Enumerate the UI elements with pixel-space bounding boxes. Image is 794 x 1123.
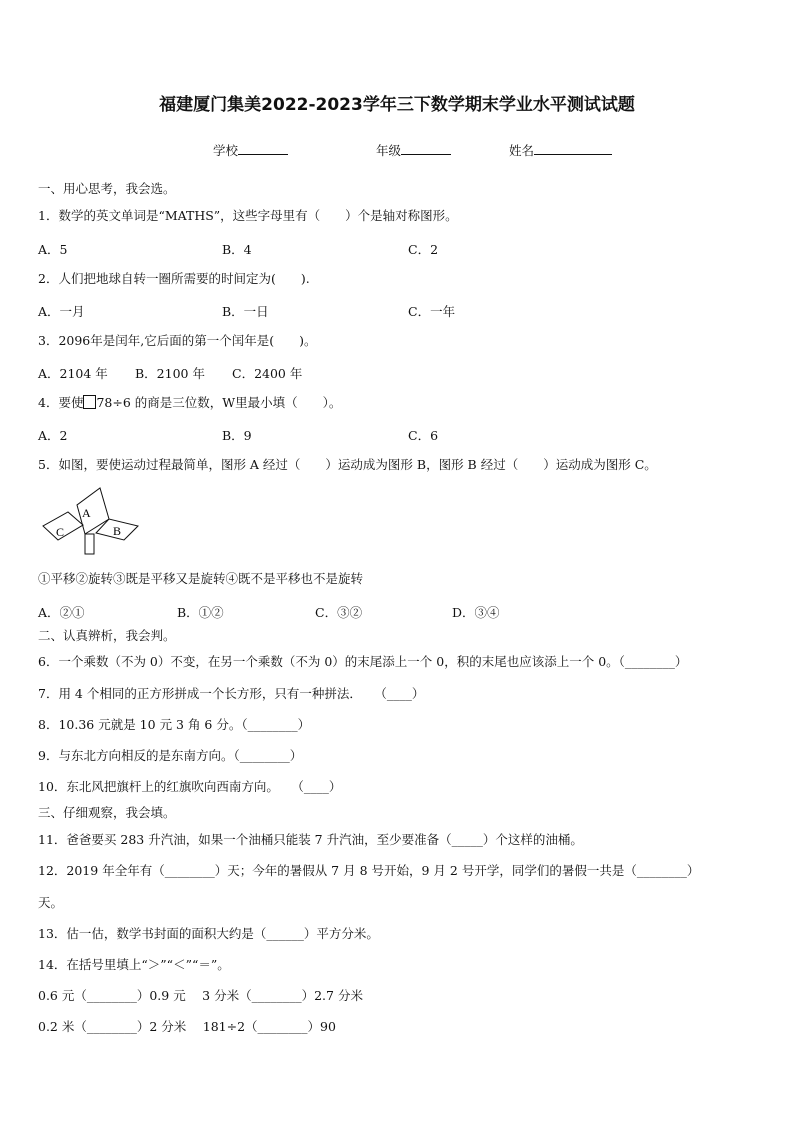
q5-option-a[interactable]: A．②① (38, 605, 85, 620)
question-5: 5．如图，要使运动过程最简单，图形 A 经过（ ）运动成为图形 B，图形 B 经过（ ）运动成为图形 C。 (38, 457, 657, 472)
q1-option-c[interactable]: C．2 (408, 242, 439, 257)
q4-option-c[interactable]: C．6 (408, 428, 439, 443)
question-14-row-2: 0.2 米（________）2 分米 181÷2（________）90 (38, 1019, 336, 1034)
school-label: 学校 (213, 143, 239, 158)
pivot-stem (85, 534, 94, 554)
rotation-diagram (38, 486, 144, 558)
grade-blank[interactable] (401, 142, 451, 155)
label-a: A (82, 506, 91, 520)
section-2-heading: 二、认真辨析，我会判。 (38, 628, 176, 643)
q4-prefix: 4．要使 (38, 395, 84, 410)
q5-option-c[interactable]: C．③② (315, 605, 363, 620)
q4-option-b[interactable]: B．9 (222, 428, 252, 443)
question-14-row-1: 0.6 元（________）0.9 元 3 分米（________）2.7 分米 (38, 988, 363, 1003)
q2-option-a[interactable]: A．一月 (38, 304, 85, 319)
question-12: 12．2019 年全年有（________）天；今年的暑假从 7 月 8 号开始，9 月 2 号开学，同学们的暑假一共是（________） (38, 863, 700, 878)
question-7: 7．用 4 个相同的正方形拼成一个长方形，只有一种拼法． （____） (38, 686, 425, 701)
question-10: 10．东北风把旗杆上的红旗吹向西南方向。 （____） (38, 779, 342, 794)
q1-option-b[interactable]: B．4 (222, 242, 252, 257)
question-2: 2．人们把地球自转一圈所需要的时间定为( ). (38, 271, 310, 286)
section-3-heading: 三、仔细观察，我会填。 (38, 805, 176, 820)
q4-option-a[interactable]: A．2 (38, 428, 68, 443)
q5-option-d[interactable]: D．③④ (452, 605, 500, 620)
name-label: 姓名 (509, 143, 535, 158)
q3-option-b[interactable]: B．2100 年 (135, 366, 205, 381)
q1-option-a[interactable]: A．5 (38, 242, 68, 257)
question-14: 14．在括号里填上“＞”“＜”“＝”。 (38, 957, 230, 972)
question-4 (38, 395, 341, 411)
school-field (213, 141, 288, 159)
blank-box-icon (83, 395, 96, 409)
page-title: 福建厦门集美2022-2023学年三下数学期末学业水平测试试题 (159, 95, 635, 115)
school-blank[interactable] (238, 142, 288, 155)
q5-option-b[interactable]: B．①② (177, 605, 224, 620)
rotation-figure (38, 486, 144, 562)
question-9: 9．与东北方向相反的是东南方向。（________） (38, 748, 303, 763)
q2-option-b[interactable]: B．一日 (222, 304, 269, 319)
name-field (509, 141, 612, 159)
q3-option-c[interactable]: C．2400 年 (232, 366, 303, 381)
question-12-cont: 天。 (38, 895, 64, 910)
question-8: 8．10.36 元就是 10 元 3 角 6 分。（________） (38, 717, 311, 732)
question-3: 3．2096年是闰年,它后面的第一个闰年是( )。 (38, 333, 317, 348)
question-13: 13．估一估，数学书封面的面积大约是（______）平方分米。 (38, 926, 379, 941)
grade-label: 年级 (376, 143, 402, 158)
grade-field (376, 141, 451, 159)
q4-rest: 78÷6 的商是三位数，W里最小填（ ）。 (96, 395, 342, 410)
q5-choices: ①平移②旋转③既是平移又是旋转④既不是平移也不是旋转 (38, 571, 364, 586)
q2-option-c[interactable]: C．一年 (408, 304, 456, 319)
q3-option-a[interactable]: A．2104 年 (38, 366, 108, 381)
label-c: C (56, 525, 65, 539)
question-1: 1．数学的英文单词是“MATHS”，这些字母里有（ ）个是轴对称图形。 (38, 208, 458, 223)
question-6: 6．一个乘数（不为 0）不变，在另一个乘数（不为 0）的末尾添上一个 0，积的末尾也应该添上一个 0。（________） (38, 654, 688, 669)
name-blank[interactable] (534, 142, 612, 155)
question-11: 11．爸爸要买 283 升汽油，如果一个油桶只能装 7 升汽油，至少要准备（_____）个这样的油桶。 (38, 832, 583, 847)
label-b: B (113, 524, 122, 538)
section-1-heading: 一、用心思考，我会选。 (38, 181, 176, 196)
